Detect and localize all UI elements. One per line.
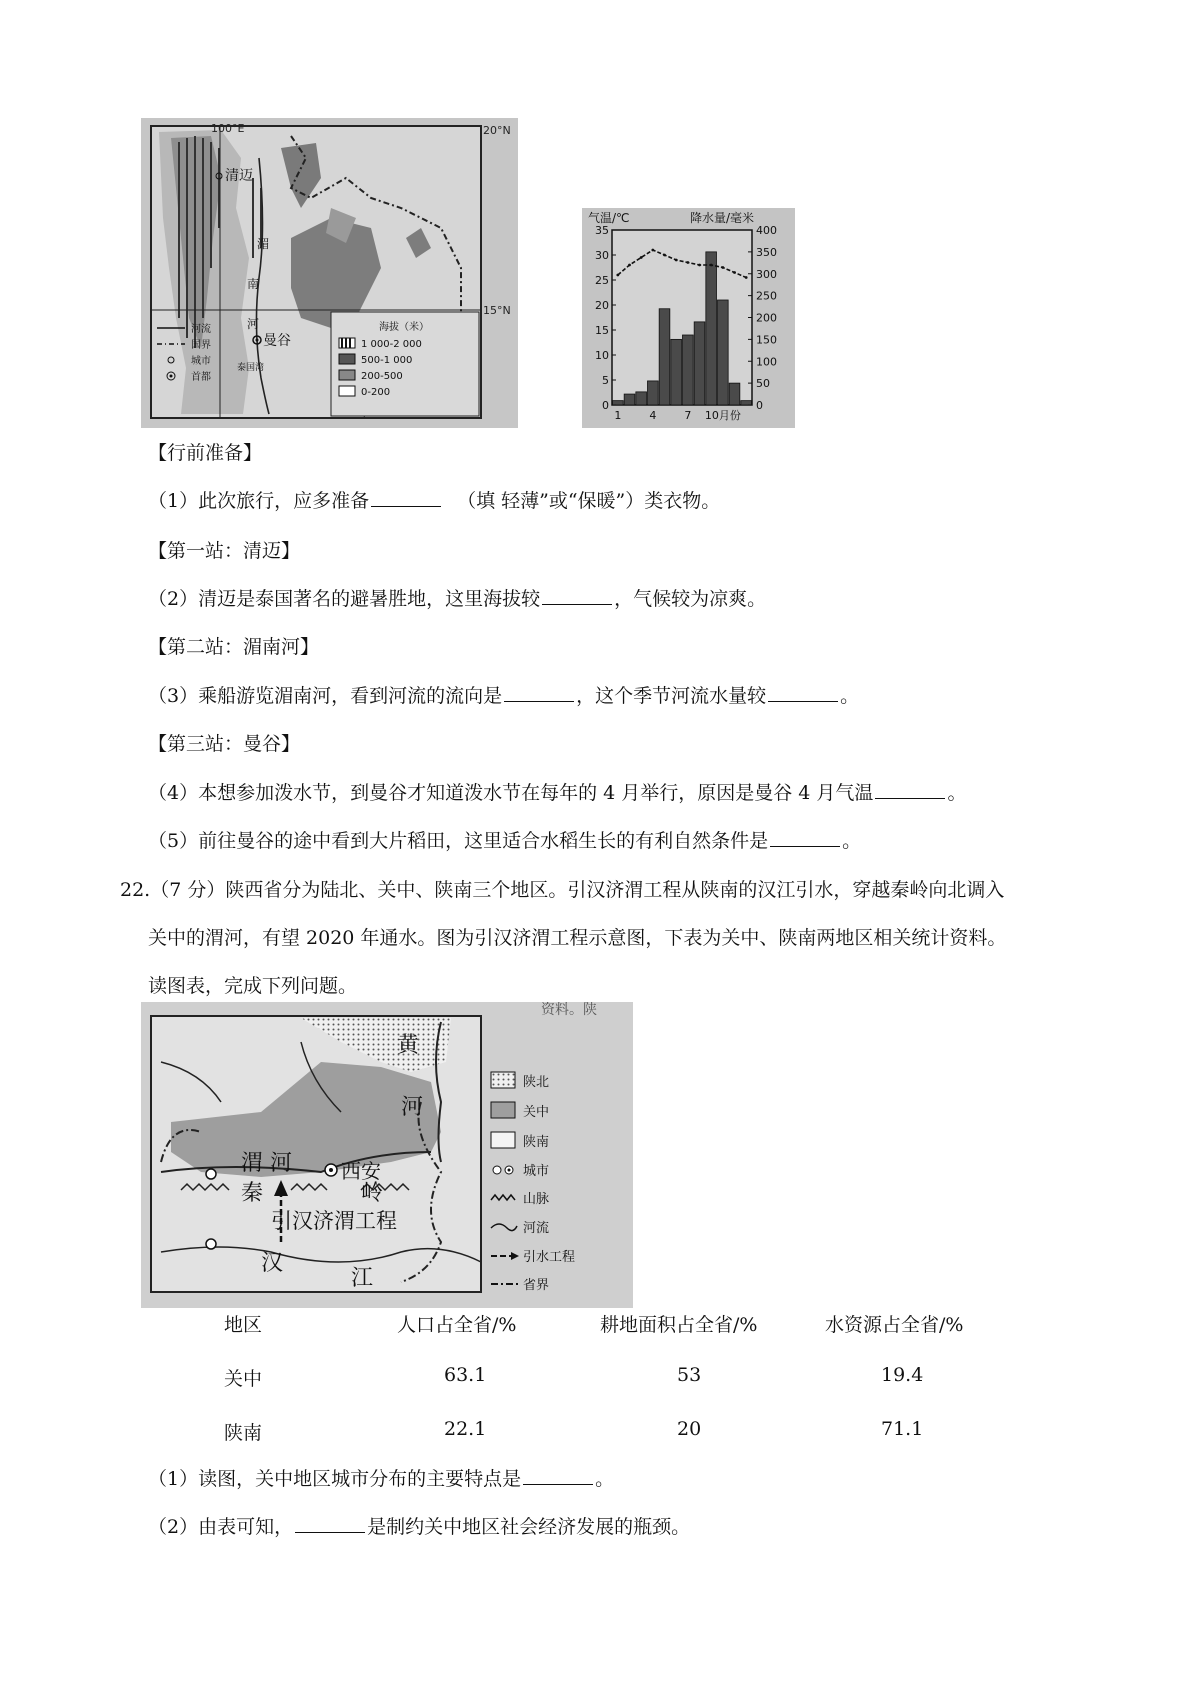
thailand-map bbox=[141, 118, 518, 428]
river-char-3: 河 bbox=[247, 317, 260, 331]
q3-text-before: （3）乘船游览湄南河，看到河流的流向是 bbox=[148, 685, 503, 707]
q22-1-answer-blank[interactable] bbox=[523, 1466, 593, 1485]
q3-answer-blank-1[interactable] bbox=[504, 683, 574, 702]
table-cell: 20 bbox=[677, 1418, 702, 1440]
q2-text-after: ，气候较为凉爽。 bbox=[614, 588, 767, 610]
legend-guanzhong: 关中 bbox=[523, 1105, 550, 1120]
q22-1-text-after: 。 bbox=[595, 1468, 615, 1490]
temperature-point bbox=[651, 249, 654, 252]
legend-project: 引水工程 bbox=[523, 1250, 576, 1265]
section-stop-2: 【第二站：湄南河】 bbox=[148, 636, 320, 658]
legend-city: 城市 bbox=[523, 1164, 550, 1179]
x-axis-tick-label: 10月份 bbox=[704, 409, 741, 422]
left-axis-label: 气温/℃ bbox=[588, 211, 630, 225]
precipitation-bar bbox=[683, 335, 694, 405]
lat-top-label: 20°N bbox=[483, 124, 511, 137]
legend-capital: 首都 bbox=[191, 372, 211, 383]
precipitation-bar bbox=[741, 401, 752, 405]
table-header: 耕地面积占全省/% bbox=[600, 1314, 758, 1336]
q5-text-after: 。 bbox=[842, 830, 862, 852]
q3-answer-blank-2[interactable] bbox=[768, 683, 838, 702]
precipitation-bar bbox=[718, 300, 729, 405]
right-axis-tick-label: 200 bbox=[756, 311, 777, 325]
xian-label: 西安 bbox=[341, 1159, 381, 1183]
x-axis-tick-label: 1 bbox=[614, 409, 622, 422]
left-axis-tick-label: 10 bbox=[595, 349, 609, 362]
temperature-point bbox=[616, 274, 619, 277]
temperature-point bbox=[745, 276, 748, 279]
precipitation-bar bbox=[613, 401, 624, 405]
q5-answer-blank[interactable] bbox=[770, 828, 840, 847]
q2-text-before: （2）清迈是泰国著名的避暑胜地，这里海拔较 bbox=[148, 588, 541, 610]
q22-line-3: 读图表，完成下列问题。 bbox=[148, 975, 358, 997]
precipitation-bar bbox=[659, 309, 670, 405]
legend-river: 河流 bbox=[191, 324, 211, 335]
right-axis-tick-label: 250 bbox=[756, 289, 777, 303]
left-axis-tick-label: 5 bbox=[602, 374, 609, 387]
q22-line-2: 关中的渭河，有望 2020 年通水。图为引汉济渭工程示意图，下表为关中、陕南两地区相关统计资料。 bbox=[148, 927, 1007, 949]
qinling-char-2: 岭 bbox=[361, 1181, 384, 1206]
right-axis-tick-label: 0 bbox=[756, 399, 763, 412]
left-axis-tick-label: 15 bbox=[595, 324, 609, 337]
han-char: 汉 bbox=[261, 1251, 284, 1276]
project-label: 引汉济渭工程 bbox=[271, 1209, 397, 1233]
table-cell: 71.1 bbox=[881, 1418, 924, 1440]
right-axis-tick-label: 100 bbox=[756, 355, 777, 369]
huang-char: 黄 bbox=[397, 1033, 420, 1058]
q22-line-1: 22.（7 分）陕西省分为陆北、关中、陕南三个地区。引汉济渭工程从陕南的汉江引水，穿越秦岭向北调入 bbox=[120, 879, 1005, 901]
question-1 bbox=[148, 488, 720, 514]
elevation-level-1: 1 000-2 000 bbox=[361, 339, 422, 350]
q22-2-text-after: 是制约关中地区社会经济发展的瓶颈。 bbox=[367, 1516, 691, 1538]
shaanxi-map bbox=[141, 1002, 633, 1308]
table-header: 人口占全省/% bbox=[397, 1314, 517, 1336]
q22-question-2 bbox=[148, 1514, 690, 1540]
precipitation-bar bbox=[706, 252, 717, 405]
table-header: 地区 bbox=[224, 1314, 263, 1336]
q2-answer-blank[interactable] bbox=[542, 586, 612, 605]
temperature-point bbox=[686, 261, 689, 264]
temperature-point bbox=[640, 256, 643, 259]
q5-text-before: （5）前往曼谷的途中看到大片稻田，这里适合水稻生长的有利自然条件是 bbox=[148, 830, 769, 852]
legend-province-border: 省界 bbox=[523, 1278, 550, 1293]
q22-1-text-before: （1）读图，关中地区城市分布的主要特点是 bbox=[148, 1468, 522, 1490]
legend-shaanbei: 陕北 bbox=[523, 1075, 550, 1090]
right-axis-tick-label: 300 bbox=[756, 267, 777, 281]
plot-area bbox=[612, 230, 752, 405]
q3-text-after: 。 bbox=[840, 685, 860, 707]
left-axis-tick-label: 0 bbox=[602, 399, 609, 412]
right-axis-tick-label: 50 bbox=[756, 377, 770, 391]
temperature-point bbox=[710, 264, 713, 267]
temperature-point bbox=[721, 266, 724, 269]
precipitation-bar bbox=[636, 392, 647, 405]
gulf-label: 泰国湾 bbox=[237, 363, 265, 373]
x-axis-tick-label: 7 bbox=[684, 409, 692, 422]
q4-answer-blank[interactable] bbox=[875, 780, 945, 799]
q1-text-before: （1）此次旅行，应多准备 bbox=[148, 490, 370, 512]
q4-text-after: 。 bbox=[947, 782, 967, 804]
question-4 bbox=[148, 780, 966, 806]
elevation-level-2: 500-1 000 bbox=[361, 355, 413, 366]
q22-2-text-before: （2）由表可知， bbox=[148, 1516, 294, 1538]
table-cell: 22.1 bbox=[444, 1418, 487, 1440]
left-axis-tick-label: 25 bbox=[595, 274, 609, 287]
q1-answer-blank[interactable] bbox=[371, 488, 441, 507]
section-prepare: 【行前准备】 bbox=[148, 442, 263, 464]
precipitation-bar bbox=[648, 381, 659, 405]
lat-mid-label: 15°N bbox=[483, 304, 511, 317]
table-cell: 53 bbox=[677, 1364, 702, 1386]
river-char-2: 南 bbox=[247, 277, 260, 291]
qinling-char-1: 秦 bbox=[241, 1181, 264, 1206]
left-axis-tick-label: 20 bbox=[595, 299, 609, 312]
top-cropped-text: 资料。陕 bbox=[541, 1002, 597, 1018]
river-char-1: 湄 bbox=[257, 237, 270, 251]
section-stop-3: 【第三站：曼谷】 bbox=[148, 733, 301, 755]
temperature-point bbox=[628, 264, 631, 267]
q3-text-mid: ，这个季节河流水量较 bbox=[576, 685, 767, 707]
right-axis-tick-label: 350 bbox=[756, 245, 777, 259]
table-cell: 19.4 bbox=[881, 1364, 924, 1386]
question-5 bbox=[148, 828, 861, 854]
elevation-level-3: 200-500 bbox=[361, 371, 403, 382]
he-char: 河 bbox=[401, 1095, 424, 1120]
question-2 bbox=[148, 586, 766, 612]
table-cell: 63.1 bbox=[444, 1364, 487, 1386]
elevation-level-4: 0-200 bbox=[361, 387, 391, 398]
temperature-point bbox=[698, 264, 701, 267]
climate-chart bbox=[582, 208, 795, 428]
temperature-point bbox=[663, 254, 666, 257]
question-3 bbox=[148, 683, 859, 709]
precipitation-bar bbox=[671, 339, 682, 405]
elevation-title: 海拔（米） bbox=[379, 322, 429, 333]
wei-river-label: 渭 河 bbox=[241, 1151, 292, 1176]
table-cell: 关中 bbox=[224, 1368, 263, 1390]
lon-label: 100°E bbox=[211, 122, 245, 135]
x-axis-tick-label: 4 bbox=[649, 409, 657, 422]
legend-shaannan: 陕南 bbox=[523, 1135, 550, 1150]
right-axis-tick-label: 400 bbox=[756, 224, 777, 237]
left-axis-tick-label: 30 bbox=[595, 249, 609, 262]
right-axis-label: 降水量/毫米 bbox=[690, 211, 755, 225]
temperature-point bbox=[733, 271, 736, 274]
temperature-point bbox=[675, 259, 678, 262]
q22-question-1 bbox=[148, 1466, 614, 1492]
precipitation-bar bbox=[694, 322, 705, 405]
legend-city: 城市 bbox=[191, 356, 211, 367]
table-cell: 陕南 bbox=[224, 1422, 263, 1444]
section-stop-1: 【第一站：清迈】 bbox=[148, 540, 301, 562]
q4-text-before: （4）本想参加泼水节，到曼谷才知道泼水节在每年的 4 月举行，原因是曼谷 4 月气温 bbox=[148, 782, 874, 804]
table-header: 水资源占全省/% bbox=[825, 1314, 964, 1336]
jiang-char: 江 bbox=[351, 1266, 374, 1291]
q22-2-answer-blank[interactable] bbox=[295, 1514, 365, 1533]
right-axis-tick-label: 150 bbox=[756, 333, 777, 347]
chiangmai-label: 清迈 bbox=[225, 168, 253, 184]
legend-mountain: 山脉 bbox=[523, 1192, 550, 1207]
precipitation-bar bbox=[729, 383, 740, 405]
bangkok-label: 曼谷 bbox=[263, 333, 291, 349]
legend-border: 国界 bbox=[191, 340, 211, 351]
legend-river: 河流 bbox=[523, 1221, 550, 1236]
q1-text-after: （填 轻薄”或“保暖”）类衣物。 bbox=[457, 490, 721, 512]
precipitation-bar bbox=[624, 394, 635, 405]
left-axis-tick-label: 35 bbox=[595, 224, 609, 237]
